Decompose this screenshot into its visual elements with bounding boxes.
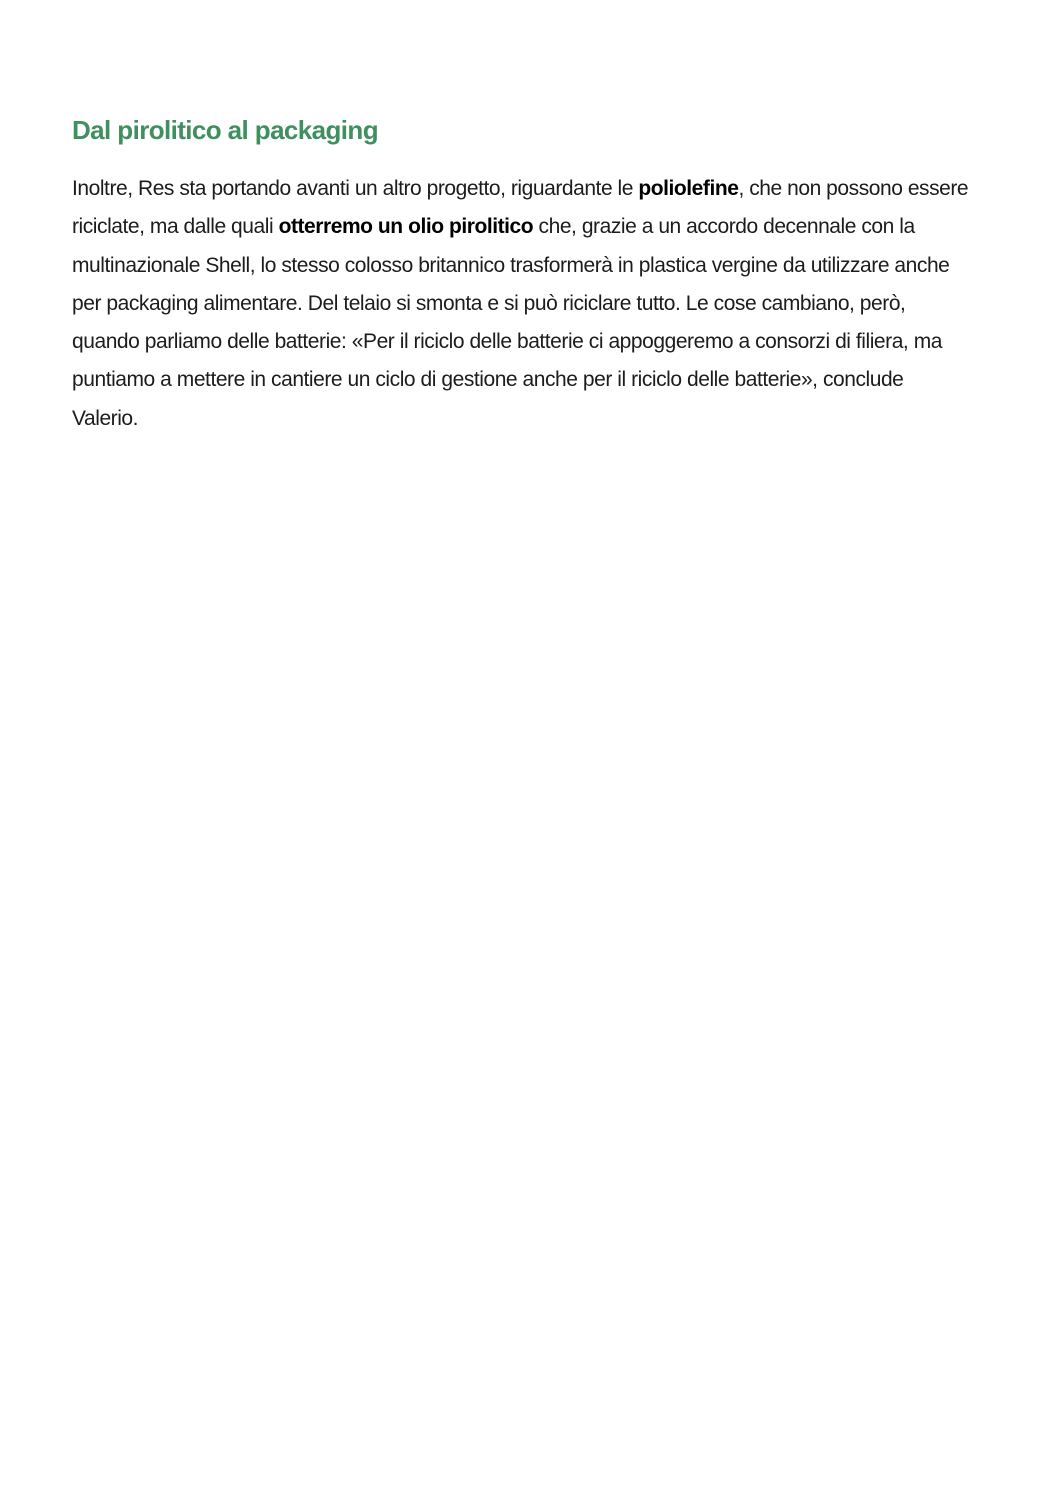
paragraph-text-3: che, grazie a un accordo decennale con la multinazionale Shell, lo stesso colosso britannico trasformerà in plastica vergine da utilizzare anche per packaging alimentare. Del telaio si smonta e si può riciclare tutto. Le cose cambiano, però, quando parliamo delle batterie: «Per il riciclo delle batterie ci appoggeremo a consorzi di filiera, ma puntiamo a mettere in cantiere un ciclo di gestione anche per il riciclo delle batterie», conclude Valerio. (72, 215, 950, 430)
paragraph-text-2: , che non possono essere riciclate, ma dalle quali (72, 177, 969, 239)
section-heading: Dal pirolitico al packaging (72, 115, 378, 145)
paragraph-text-1: Inoltre, Res sta portando avanti un altro progetto, riguardante le (72, 177, 639, 200)
bold-term-olio-pirolitico: otterremo un olio pirolitico (278, 215, 534, 239)
bold-term-poliolefine: poliolefine (638, 177, 739, 200)
body-paragraph (72, 170, 972, 438)
article-section (72, 112, 972, 438)
